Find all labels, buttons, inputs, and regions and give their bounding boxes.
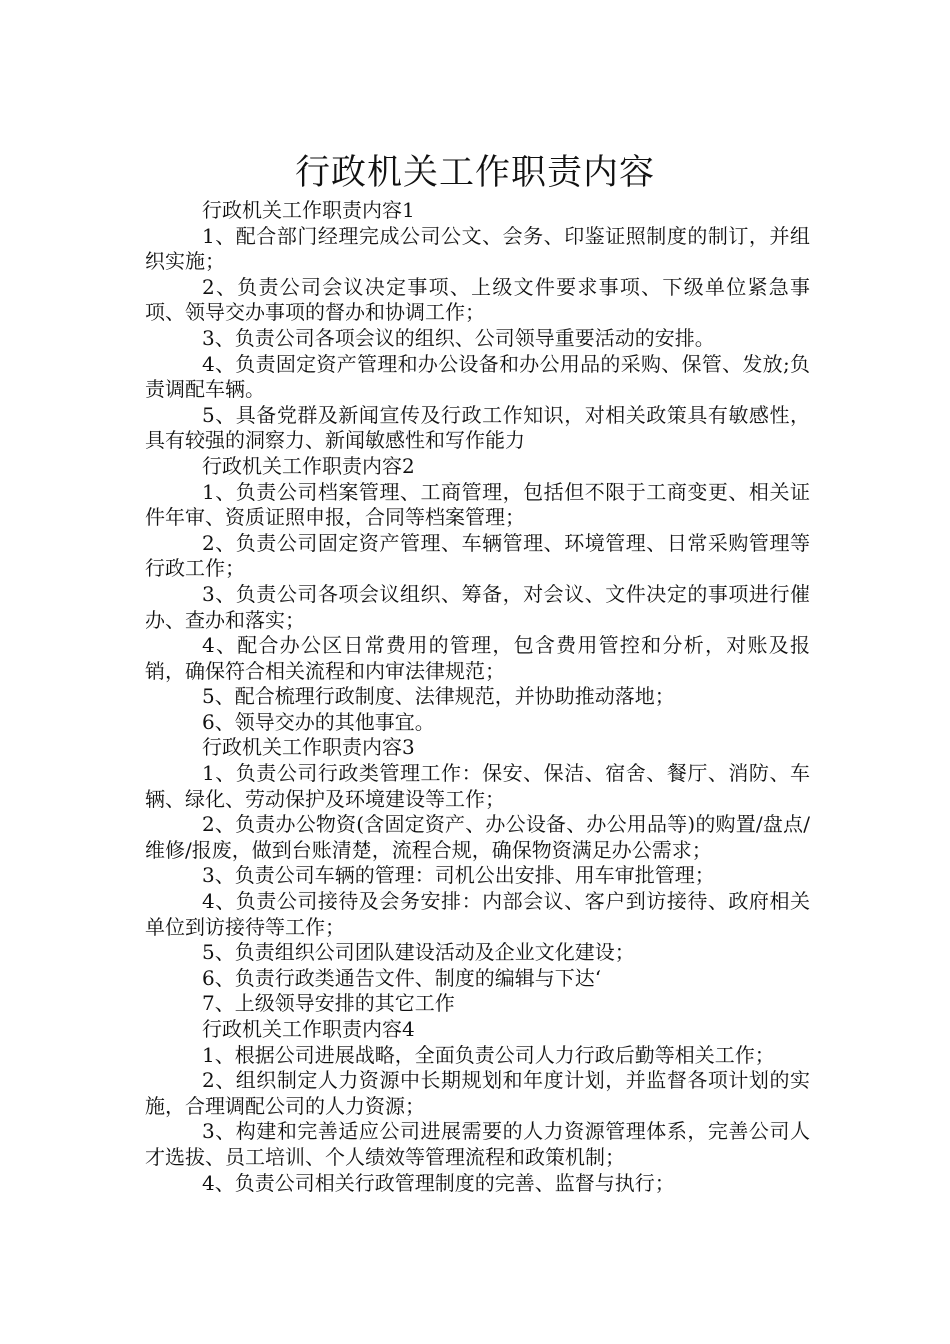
paragraph: 4、配合办公区日常费用的管理，包含费用管控和分析，对账及报销，确保符合相关流程和内审法律规范；	[145, 633, 810, 683]
paragraph: 3、负责公司各项会议组织、筹备，对会议、文件决定的事项进行催办、查办和落实；	[145, 581, 810, 632]
document-body	[145, 198, 810, 1196]
paragraph: 1、负责公司行政类管理工作：保安、保洁、宿舍、餐厅、消防、车辆、绿化、劳动保护及环境建设等工作；	[145, 761, 810, 811]
paragraph: 4、负责公司相关行政管理制度的完善、监督与执行；	[202, 1170, 675, 1195]
paragraph: 3、构建和完善适应公司进展需要的人力资源管理体系，完善公司人才选拔、员工培训、个人绩效等管理流程和政策机制；	[145, 1119, 810, 1169]
paragraph: 3、负责公司车辆的管理：司机公出安排、用车审批管理；	[202, 863, 715, 888]
paragraph: 1、负责公司档案管理、工商管理，包括但不限于工商变更、相关证件年审、资质证照申报，合同等档案管理；	[145, 479, 810, 530]
paragraph: 1、配合部门经理完成公司公文、会务、印鉴证照制度的制订，并组织实施；	[145, 223, 810, 274]
paragraph: 5、配合梳理行政制度、法律规范，并协助推动落地；	[202, 684, 675, 709]
paragraph: 4、负责固定资产管理和办公设备和办公用品的采购、保管、发放;负责调配车辆。	[145, 351, 810, 402]
paragraph: 2、负责公司固定资产管理、车辆管理、环境管理、日常采购管理等行政工作；	[145, 530, 810, 581]
paragraph: 2、负责办公物资(含固定资产、办公设备、办公用品等)的购置/盘点/维修/报废，做到台账清楚，流程合规，确保物资满足办公需求；	[145, 812, 810, 862]
section-heading: 行政机关工作职责内容4	[202, 1017, 415, 1041]
section-heading: 行政机关工作职责内容1	[202, 198, 415, 222]
paragraph: 7、上级领导安排的其它工作	[202, 991, 455, 1016]
paragraph: 3、负责公司各项会议的组织、公司领导重要活动的安排。	[202, 325, 715, 350]
paragraph: 2、负责公司会议决定事项、上级文件要求事项、下级单位紧急事项、领导交办事项的督办和协调工作；	[145, 274, 810, 325]
paragraph: 1、根据公司进展战略，全面负责公司人力行政后勤等相关工作；	[202, 1042, 775, 1067]
section-heading: 行政机关工作职责内容3	[202, 735, 415, 760]
paragraph: 4、负责公司接待及会务安排：内部会议、客户到访接待、政府相关单位到访接待等工作；	[145, 889, 810, 939]
paragraph: 6、负责行政类通告文件、制度的编辑与下达‘	[202, 965, 602, 990]
section-heading: 行政机关工作职责内容2	[202, 453, 415, 478]
paragraph: 5、负责组织公司团队建设活动及企业文化建设；	[202, 940, 635, 965]
paragraph: 2、组织制定人力资源中长期规划和年度计划，并监督各项计划的实施，合理调配公司的人力资源；	[145, 1068, 810, 1118]
paragraph: 6、领导交办的其他事宜。	[202, 709, 435, 734]
document-title: 行政机关工作职责内容	[294, 153, 655, 194]
paragraph: 5、具备党群及新闻宣传及行政工作知识，对相关政策具有敏感性，具有较强的洞察力、新闻敏感性和写作能力	[145, 402, 810, 453]
